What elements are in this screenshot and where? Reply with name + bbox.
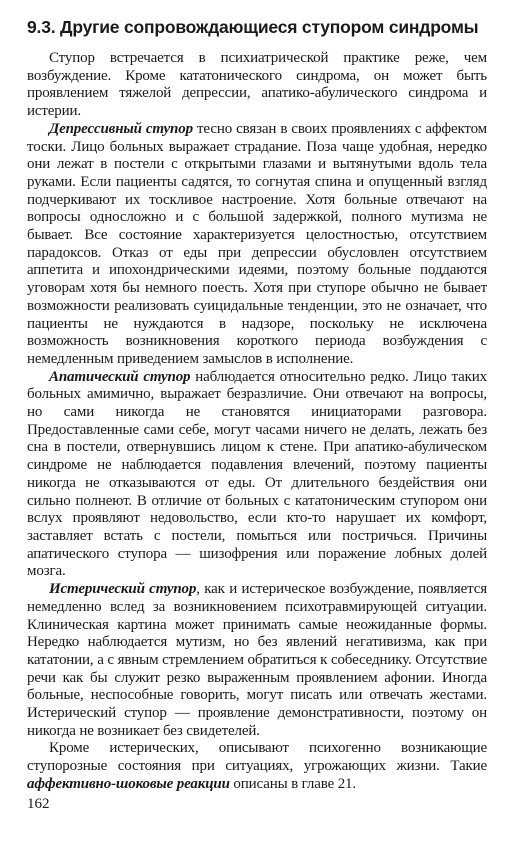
document-page bbox=[27, 16, 487, 794]
paragraph-depressive-stupor bbox=[27, 121, 487, 369]
term-hysterical-stupor: Истерический ступор bbox=[49, 581, 197, 598]
paragraph-hysterical-stupor bbox=[27, 581, 487, 740]
paragraph-intro-text: Ступор встречается в психиатрической практике реже, чем возбуждение. Кроме кататонического синдрома, он может быть проявлением тяжелой депрессии, апатико-абулического синдрома и истерии. bbox=[27, 50, 487, 120]
term-depressive-stupor: Депрессивный ступор bbox=[49, 120, 193, 137]
section-heading: 9.3. Другие сопровождающиеся ступором синдромы bbox=[27, 17, 479, 37]
paragraph-intro bbox=[27, 50, 487, 121]
paragraph-psychogenic-text-b: описаны в главе 21. bbox=[229, 775, 356, 792]
term-affective-shock-reactions: аффективно-шоковые реакции bbox=[27, 775, 230, 792]
term-apathetic-stupor: Апатический ступор bbox=[49, 368, 191, 385]
paragraph-psychogenic-stupor bbox=[27, 740, 487, 793]
paragraph-apathetic-stupor-text: наблюдается относительно редко. Лицо таких больных амимично, выражает безразличие. Они отвечают на вопросы, но сами никогда не становятся инициаторами разговора. Предоставленные сами себе, могут часами ничего не делать, лежать без сна в постели, отвернувшись лицом к стене. При апатико-абулическом синдроме не наблюдается подавления влечений, поэтому пациенты никогда не отказываются от еды. От длительного бездействия они сильно полнеют. В отличие от больных с кататоническим ступором они вслух проявляют недовольство, если кто-то нарушает их комфорт, заставляет встать с постели, помыться или постричься. Причины апатического ступора — шизофрения или поражение лобных долей мозга. bbox=[27, 368, 488, 580]
paragraph-hysterical-stupor-text: , как и истерическое возбуждение, появляется немедленно вслед за возникновением психотравмирующей ситуации. Клиническая картина может принимать самые неожиданные формы. Нередко наблюдается мутизм, но без явлений негативизма, как при кататонии, а с явным стремлением обратиться к собеседнику. Отсутствие речи как бы служит резко выраженным проявлением афонии. Иногда больные, неспособные говорить, могут писать или отвечать жестами. Истерический ступор — проявление демонстративности, поэтому он никогда не возникает без свидетелей. bbox=[27, 581, 487, 739]
page-number: 162 bbox=[27, 796, 50, 812]
paragraph-apathetic-stupor bbox=[27, 369, 487, 581]
paragraph-depressive-stupor-text: тесно связан в своих проявлениях с аффектом тоски. Лицо больных выражает страдание. Поза чаще удобная, нередко они лежат в постели с открытыми глазами и вытянутыми вдоль тела руками. Если пациенты садятся, то согнутая спина и опущенный взгляд подчеркивают их тоскливое настроение. Хотя больные отвечают на вопросы односложно и с большой задержкой, полного мутизма не бывает. Все состояние характеризуется целостностью, отсутствием парадоксов. Отказ от еды при депрессии обусловлен отсутствием аппетита и ипохондрическими идеями, поэтому больные поддаются уговорам хотя бы немного поесть. Хотя при ступоре обычно не бывает возможности реализовать суицидальные тенденции, это не означает, что пациенты не нуждаются в надзоре, поскольку не исключена возможность возникновения короткого периода возбуждения с немедленным приведением замыслов в исполнение. bbox=[27, 120, 488, 367]
paragraph-psychogenic-text-a: Кроме истерических, описывают психогенно возникающие ступорозные состояния при ситуациях, угрожающих жизни. Такие bbox=[27, 740, 487, 775]
